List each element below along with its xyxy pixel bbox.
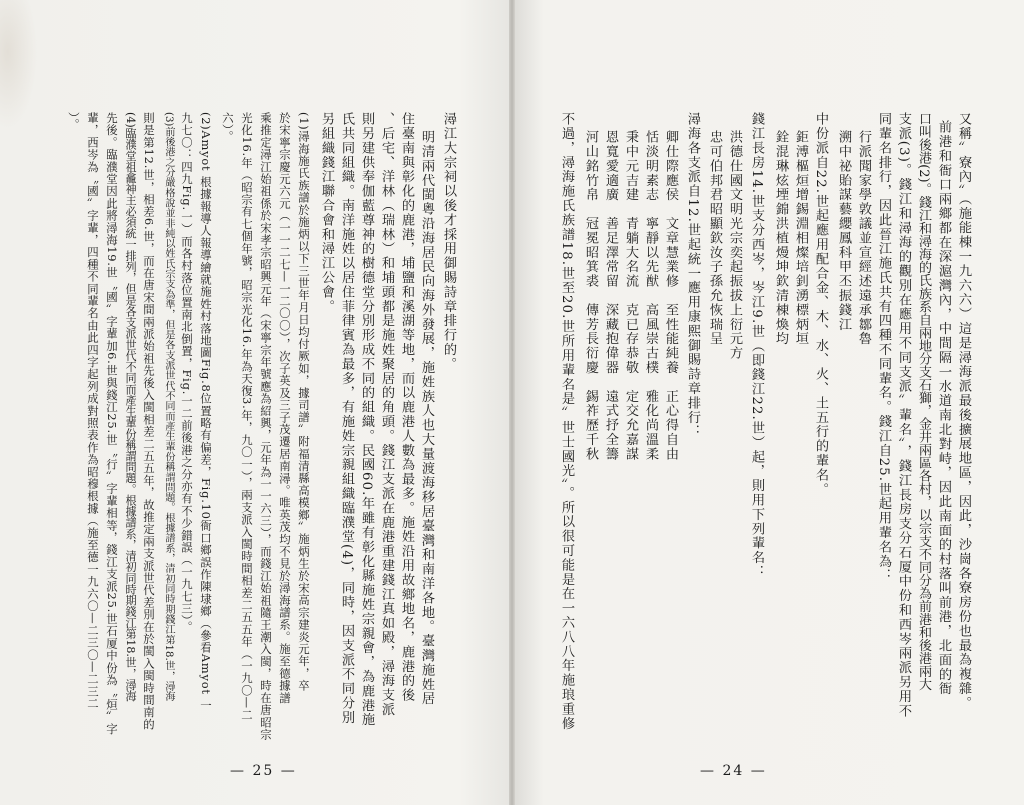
page-left-column: 住臺南與彰化的鹿港，埔鹽和溪湖等地，而以鹿港人數為最多。施姓沿用故鄉地名，鹿港的後 (399, 112, 414, 703)
page-right-column: 銓混琳炫堙錦洪植熳坤欽清棟煥均 (773, 130, 788, 346)
page-left-column: 乘推定潯江始祖係於宋孝宗昭興元年（宋寧宗年號應為紹興，元年為一一六三），而錢江始祖隨王潮入閩，時在唐昭宗 (259, 112, 273, 741)
page-right-column: 同輩名排行，因此晉江施氏共有四種不同輩名。錢江自25.世起用輩名為： (876, 112, 891, 583)
page-right-column: 忠可伯邦君昭顯欽汝子孫允恢瑞呈 (707, 130, 722, 346)
page-number-left: — 25 — (230, 763, 297, 779)
page-right-column: 潯海各支派自12.世起統一應用康熙御賜詩章排行： (685, 112, 700, 439)
page-left-column: 九七〇：四九Fig.一）而各村落位置南北倒置，Fig.一二前後港之分亦有不少錯誤（一九七三）。 (180, 112, 194, 634)
page-left-column: 潯江大宗祠以後才採用御賜詩章排行的。 (441, 112, 456, 372)
page-left-column: 光化16.年（昭宗有七個年號，昭宗光化16.年為天復3.年，九〇一），兩支派入閩時間相差二五五年（一九〇—二 (240, 112, 254, 721)
page-right-column: 行派聞家學敦議並宣經述遠承鄒魯 (856, 130, 871, 346)
page-left-column: 則另建供奉伽藍尊神的樹德堂分別形成不同的組織。民國60.年雖有彰化縣施姓宗親會，為鹿港施 (359, 112, 374, 727)
page-right-column: 錢江長房14.世支分西岑，岑江9.世（即錢江22.世）起，則用下列輩名： (749, 112, 764, 580)
page-left-column: 氏共同組織。南洋施姓以居住菲律賓為最多，有施姓宗親組織臨濮堂(4)，同時，因支派不同分別 (339, 112, 354, 725)
page-right-column: 恩寬愛適廣 善足澤常留 深藏抱偉器 遠式抒全籌 (603, 130, 618, 462)
page-left-column: 、后宅、洋林（瑞林）和埔頭都是施姓聚居的角頭。錢江支派在鹿港重建錢江真如殿，潯海支派 (379, 112, 394, 717)
page-number-right: — 24 — (700, 763, 767, 779)
page-right-column: 秉中元吉建 青躺大名流 克已存恭敬 定交允嘉謀 (623, 130, 638, 462)
page-right-column: 中份派自22.世起應用配合金、木、水、火、土五行的輩名。 (813, 112, 828, 497)
page-left-column: (3)前後港之分嚴格說並非純以姓氏宗支為準，但是各支派世代不同而產生輩份稱謂問題。根據譜系，清初同時期錢江第18.世，潯海 (163, 112, 174, 702)
page-right-column: 恬淡明素志 寧靜以先猷 高風崇古樸 雅化尚溫柔 (643, 130, 658, 462)
page-right-column: 河山銘竹帛 冠冕昭箕裘 傳芳長衍慶 錫祚歷千秋 (583, 130, 598, 462)
page-right-column: 又稱〞寮內〞（施能棟一九六六）這是潯海派最後擴展地區，因此，沙崗各寮房份也最為複雜。 (956, 112, 971, 711)
page-right-column: 洪德仕國文明光宗奕起振拔上衍元方 (727, 130, 742, 361)
page-left-column: 另組織錢江聯合會和潯江公會。 (319, 112, 334, 314)
page-left-column: 先後。臨濮堂因此將潯海19.世〝國〞字輩加6.世與錢江25.世〝行〞字輩相等，錢江支派25.世石厦中份為〝烜〞字 (105, 112, 119, 736)
page-left-column: ）。 (67, 112, 81, 131)
page-left-column: 則是第12.世，相差6.世，而在唐宋間兩派始祖先後入閩相差二五五年，故推定兩支派世代差別在於閩入閩時間南的 (142, 112, 156, 731)
page-left-column: (4)臨濮堂祖龕神主必須統一排列，但是各支派世代不同而產生輩份稱謂問題。根據譜系，清初同時期錢江第18.世，潯海 (124, 112, 137, 702)
page-left-column: (1)潯海施氏族譜於施炳以下三世年月日均付厥如，據司譜〞附福清縣高模鄉〞施炳生於宋高宗建炎元年，卒 (297, 112, 311, 692)
page-right-column: 口叫後港(2)。錢江和潯海的氏族系自兩地分支石獅，金井兩區各村，以宗支不同分為前港和後港兩大 (916, 112, 931, 691)
page-right-column: 卿仕際應侯 文章慧業修 至性能純養 正心得自由 (663, 130, 678, 462)
page-left-column: 六）。 (221, 112, 235, 143)
book-gutter (509, 0, 515, 805)
page-right-column: 前港和衙口兩鄉都在深滬灣內，中間隔一水道南北對峙，因此南面的村落叫前港，北面的衙 (936, 120, 951, 696)
page-left-column: 於宋寧宗慶元六元（一一二七—一二〇〇），次子英及三子茂遷居南潯。唯英茂均不見於潯海譜系。施至德據譜 (278, 112, 292, 705)
page-stain (0, 0, 38, 130)
page-left-column: (2)Amyot 根據報導人報導繪就施姓村落地圖Fig.8位置略有偏差，Fig.10衙口鄉誤作陳埭鄉（參看Amyot 一 (199, 112, 213, 712)
page-left-column: 明清兩代閩粵沿海居民向海外發展，施姓族人也大量渡海移居臺灣和南洋各地。臺灣施姓居 (419, 130, 434, 706)
page-right-column: 支派(3)。錢江和潯海的觀別在應用不同支派〞輩名〞，錢江長房支分石厦中份和西岑兩派另用不 (896, 112, 911, 719)
page-right-column: 溯中祕貽謀藝纓鳳科甲丕振錢江 (836, 130, 851, 332)
page-left-column: 輩，西岑為〝國〞字輩，四種不同輩名由此四字起列成對照表作為昭穆根據（施至德一九六〇—二三〇—二三二 (86, 112, 100, 710)
page-right-column: 鉅溥樞烜增錫淵相燦培釗湧標炳垣 (793, 130, 808, 346)
page-right-column: 不過，潯海施氏族譜18.世至20.世所用輩名是〞世士國光〞。所以很可能是在一六八八年施琅重修 (559, 112, 574, 731)
